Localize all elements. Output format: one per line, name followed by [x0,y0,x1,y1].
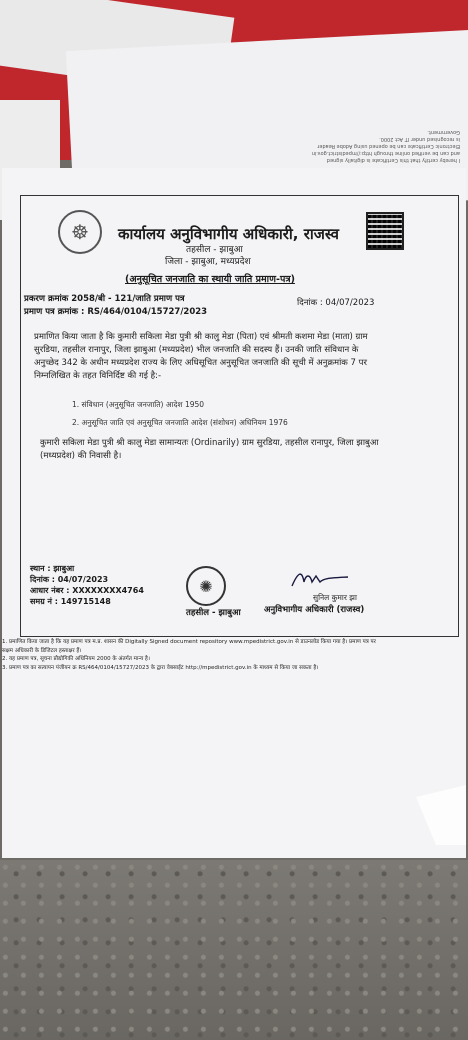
certificate-number: प्रमाण पत्र क्रमांक : RS/464/0104/15727/2023 [24,307,208,317]
place: स्थान : झाबुआ [30,564,75,573]
case-number: प्रकरण क्रमांक 2058/बी - 121/जाति प्रमाण पत्र [24,294,185,304]
office-title: कार्यालय अनुविभागीय अधिकारी, राजस्व [118,225,340,243]
back-paper-text [300,128,460,163]
tehsil-line: तहसील - झाबुआ [186,245,243,255]
note-line: 3. प्रमाण पत्र का सत्यापन पंजीयन क्र RS/464/0104/15727/2023 के द्वारा वेबसाईट http://mpedistrict.gov.in के माध्यम से किया जा सकता है। [2,664,319,671]
issue-date: दिनांक : 04/07/2023 [30,575,109,584]
officer-name: सुनिल कुमार झा [313,593,357,602]
back-line: Electronic Certificate can be opened using Adobe Reader [317,143,460,149]
office-seal-icon: ✺ [186,566,226,606]
back-line: I hereby certify that this Certificate is digitally signed [326,157,460,163]
order-item: 1. संविधान (अनुसूचित जनजाति) आदेश 1950 [72,400,205,409]
order-item: 2. अनुसूचित जाति एवं अनुसूचित जनजाति आदेश (संशोधन) अधिनियम 1976 [72,418,288,427]
officer-title: अनुविभागीय अधिकारी (राजस्व) [264,605,365,615]
seal-label: तहसील - झाबुआ [186,608,241,618]
back-line: Government. [427,129,460,135]
aadhaar-number: आधार नंबर : XXXXXXXX4764 [30,586,144,595]
note-line: 2. यह प्रमाण पत्र, सूचना प्रौद्योगिकी अधिनियम 2000 के अंतर्गत मान्य है। [2,656,150,662]
issue-details [30,563,144,607]
certificate-date: दिनांक : 04/07/2023 [297,298,375,308]
certificate-body: प्रमाणित किया जाता है कि कुमारी सकिला मेडा पुत्री श्री कालु मेडा (पिता) एवं श्रीमती कशमा मेडा (माता) ग्राम सुरडिया, तहसील रानापुर, जिला झाबुआ (मध्यप्रदेश) भील जनजाति की सदस्य हैं। उनकी जाति संविधान के अनुच्छेद 342 के अधीन मध्यप्रदेश राज्य के लिए अधिसूचित अनुसूचित जनजाति की सूची में अनुक्रमांक 7 पर निम्नलिखित के तहत विनिर्दिष्ट की गई है:- [34,332,368,381]
back-line: is recognised under IT Act 2000. [379,136,460,142]
footer-notes [2,638,462,672]
residency-statement: कुमारी सकिला मेडा पुत्री श्री कालु मेडा सामान्यतः (Ordinarily) ग्राम सुरडिया, तहसील रानापुर, जिला झाबुआ (मध्यप्रदेश) की निवासी है। [40,438,379,461]
floor-background [0,860,468,1040]
note-line: सक्षम अधिकारी के डिजिटल हस्ताक्षर हैं। [2,647,82,654]
order-list [72,396,288,432]
qr-code-icon [368,214,402,248]
signature-icon [290,568,350,590]
state-emblem-icon: ☸ [58,210,102,254]
samagra-number: समग्र नं : 149715148 [30,597,111,606]
note-line: 1. प्रमाणित किया जाता है कि यह प्रमाण पत्र म.प्र. शासन की Digitally Signed document repository www.mpedistrict.gov.in से डाउनलोड किया गया है। प्रमाण पत्र पर [2,639,376,645]
back-line: and can be verified online through http://mpedistrict.gov.in [311,150,460,156]
certificate-subtitle: (अनुसूचित जनजाति का स्थायी जाति प्रमाण-पत्र) [125,274,295,285]
district-line: जिला - झाबुआ, मध्यप्रदेश [165,257,251,267]
